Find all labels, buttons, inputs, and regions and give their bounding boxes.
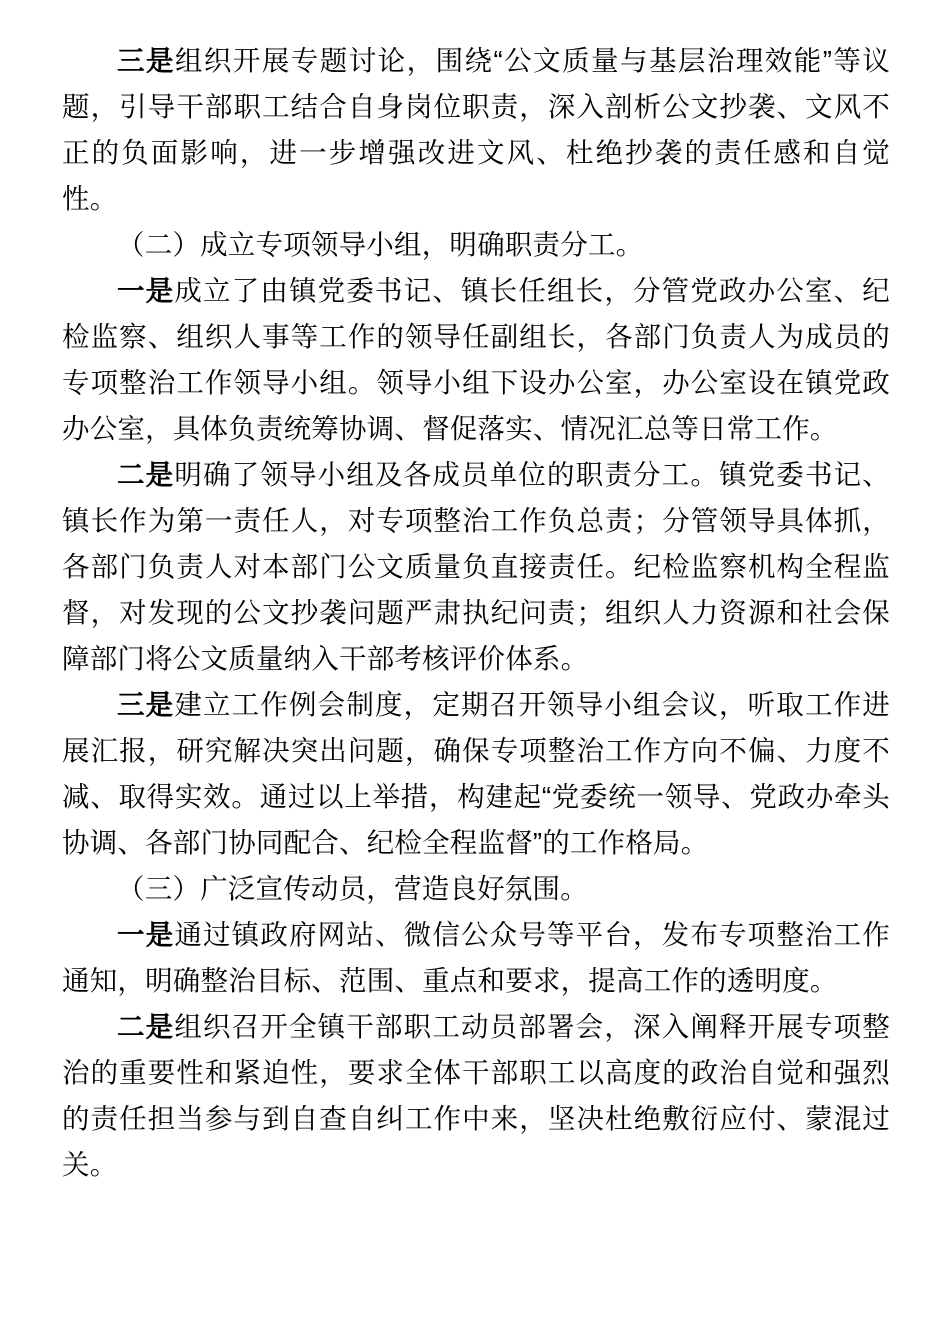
paragraph-b7 [62, 912, 890, 1004]
document-body [62, 38, 890, 1188]
section-heading-text: （二）成立专项领导小组，明确职责分工。 [117, 229, 644, 260]
paragraph-lead-marker: 一是 [117, 919, 175, 950]
paragraph-b1 [62, 38, 890, 222]
paragraph-text: 通过镇政府网站、微信公众号等平台，发布专项整治工作通知，明确整治目标、范围、重点和要求，提高工作的透明度。 [62, 919, 891, 996]
paragraph-lead-marker: 一是 [117, 275, 175, 306]
paragraph-text: 组织开展专题讨论，围绕“公文质量与基层治理效能”等议题，引导干部职工结合自身岗位职责，深入剖析公文抄袭、文风不正的负面影响，进一步增强改进文风、杜绝抄袭的责任感和自觉性。 [62, 45, 891, 214]
paragraph-lead-marker: 二是 [117, 459, 175, 490]
paragraph-text: 成立了由镇党委书记、镇长任组长，分管党政办公室、纪检监察、组织人事等工作的领导任副组长，各部门负责人为成员的专项整治工作领导小组。领导小组下设办公室，办公室设在镇党政办公室，具体负责统筹协调、督促落实、情况汇总等日常工作。 [62, 275, 891, 444]
paragraph-text: 明确了领导小组及各成员单位的职责分工。镇党委书记、镇长作为第一责任人，对专项整治工作负总责；分管领导具体抓，各部门负责人对本部门公文质量负直接责任。纪检监察机构全程监督，对发现的公文抄袭问题严肃执纪问责；组织人力资源和社会保障部门将公文质量纳入干部考核评价体系。 [62, 459, 891, 674]
paragraph-lead-marker: 二是 [117, 1011, 175, 1042]
paragraph-lead-marker: 三是 [117, 689, 175, 720]
paragraph-text: 组织召开全镇干部职工动员部署会，深入阐释开展专项整治的重要性和紧迫性，要求全体干部职工以高度的政治自觉和强烈的责任担当参与到自查自纠工作中来，坚决杜绝敷衍应付、蒙混过关。 [62, 1011, 891, 1180]
section-heading-two [62, 222, 890, 268]
paragraph-b8 [62, 1004, 890, 1188]
paragraph-lead-marker: 三是 [117, 45, 175, 76]
paragraph-b4 [62, 452, 890, 682]
section-heading-text: （三）广泛宣传动员，营造良好氛围。 [117, 873, 588, 904]
paragraph-b3 [62, 268, 890, 452]
paragraph-b5 [62, 682, 890, 866]
section-heading-three [62, 866, 890, 912]
paragraph-text: 建立工作例会制度，定期召开领导小组会议，听取工作进展汇报，研究解决突出问题，确保专项整治工作方向不偏、力度不减、取得实效。通过以上举措，构建起“党委统一领导、党政办牵头协调、各部门协同配合、纪检全程监督”的工作格局。 [62, 689, 891, 858]
